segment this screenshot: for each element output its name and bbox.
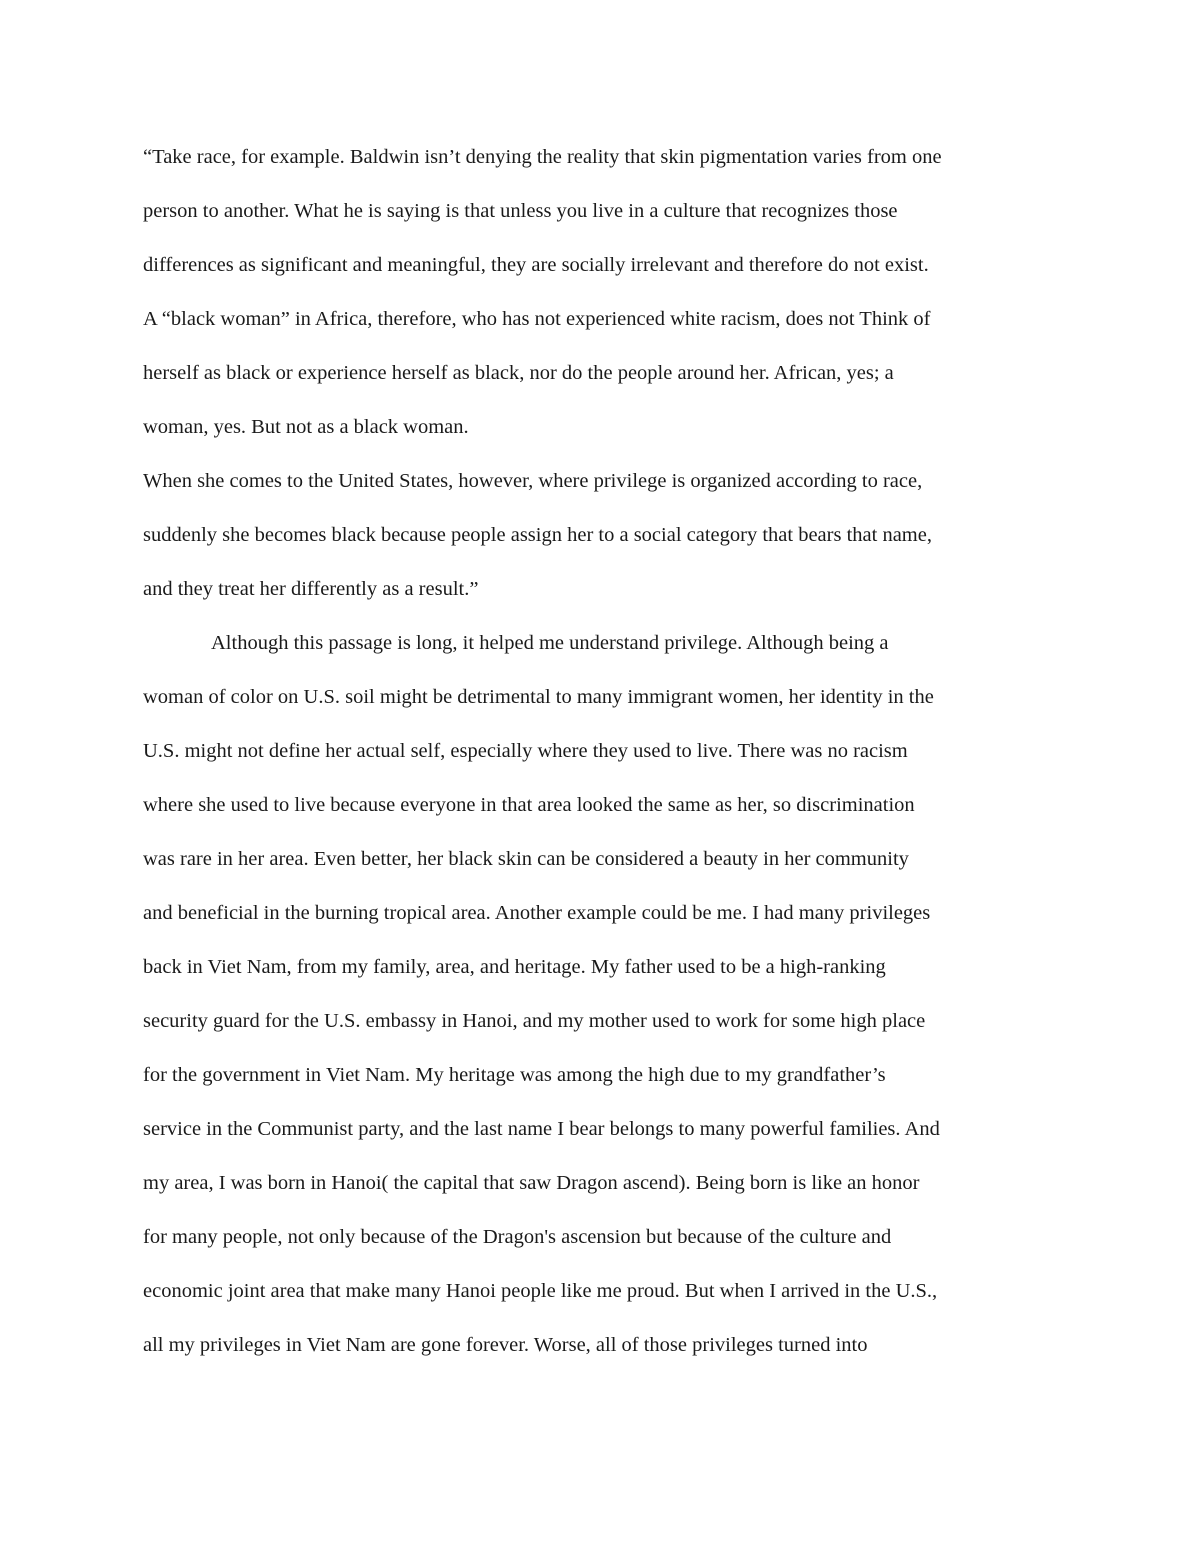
paragraph-line-8: security guard for the U.S. embassy in Hanoi, and my mother used to work for some high place [143, 1010, 926, 1032]
paragraph-line-10: service in the Communist party, and the last name I bear belongs to many powerful families. And [143, 1118, 940, 1140]
paragraph-line-14: all my privileges in Viet Nam are gone forever. Worse, all of those privileges turned into [143, 1334, 868, 1356]
quote-line-4: A “black woman” in Africa, therefore, who has not experienced white racism, does not Think of [143, 308, 931, 330]
paragraph-line-11: my area, I was born in Hanoi( the capital that saw Dragon ascend). Being born is like an honor [143, 1172, 920, 1194]
paragraph-line-4: where she used to live because everyone in that area looked the same as her, so discrimination [143, 794, 915, 816]
paragraph-line-13: economic joint area that make many Hanoi people like me proud. But when I arrived in the U.S., [143, 1280, 938, 1302]
quote-line-7: When she comes to the United States, however, where privilege is organized according to race, [143, 470, 923, 492]
quote-line-6: woman, yes. But not as a black woman. [143, 416, 469, 438]
quote-line-1: “Take race, for example. Baldwin isn’t denying the reality that skin pigmentation varies from one [143, 146, 942, 168]
document-body [143, 130, 1063, 1372]
paragraph-line-6: and beneficial in the burning tropical area. Another example could be me. I had many privileges [143, 902, 931, 924]
paragraph-line-2: woman of color on U.S. soil might be detrimental to many immigrant women, her identity in the [143, 686, 934, 708]
paragraph-line-1: Although this passage is long, it helped me understand privilege. Although being a [211, 632, 889, 654]
quote-line-9: and they treat her differently as a result.” [143, 578, 479, 600]
paragraph-line-9: for the government in Viet Nam. My heritage was among the high due to my grandfather’s [143, 1064, 886, 1086]
paragraph-line-7: back in Viet Nam, from my family, area, and heritage. My father used to be a high-ranking [143, 956, 886, 978]
paragraph-line-12: for many people, not only because of the Dragon's ascension but because of the culture and [143, 1226, 892, 1248]
paragraph-line-3: U.S. might not define her actual self, especially where they used to live. There was no racism [143, 740, 908, 762]
quote-line-3: differences as significant and meaningful, they are socially irrelevant and therefore do not exist. [143, 254, 929, 276]
body-paragraph [143, 616, 1063, 1372]
quote-line-5: herself as black or experience herself as black, nor do the people around her. African, yes; a [143, 362, 894, 384]
block-quote [143, 130, 1063, 616]
quote-line-2: person to another. What he is saying is that unless you live in a culture that recognizes those [143, 200, 898, 222]
quote-line-8: suddenly she becomes black because people assign her to a social category that bears that name, [143, 524, 932, 546]
paragraph-line-5: was rare in her area. Even better, her black skin can be considered a beauty in her community [143, 848, 909, 870]
